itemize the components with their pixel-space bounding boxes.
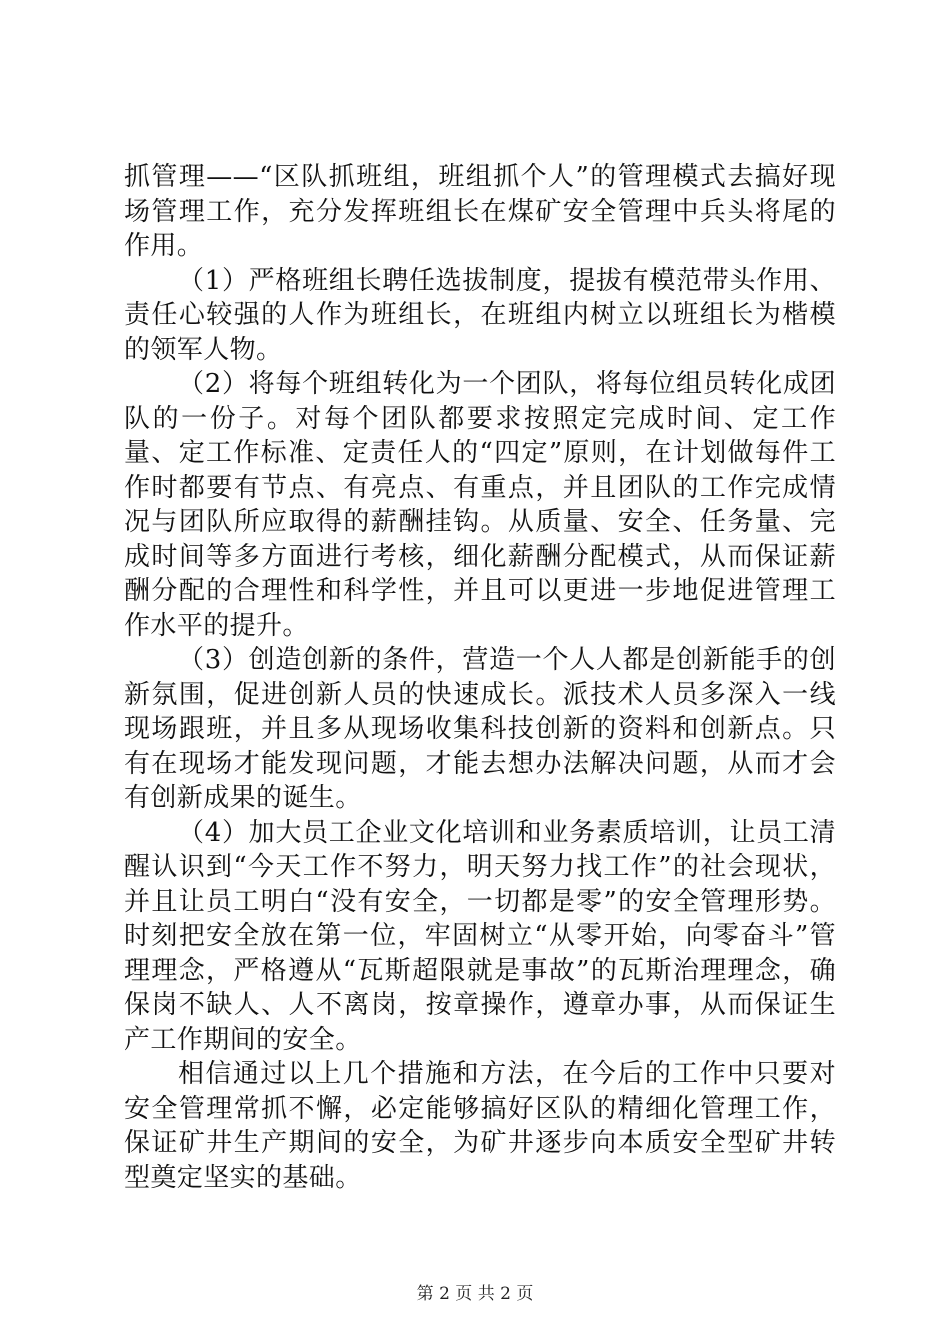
paragraph-conclusion: 相信通过以上几个措施和方法，在今后的工作中只要对安全管理常抓不懈，必定能够搞好区队的精细化管理工作，保证矿井生产期间的安全，为矿井逐步向本质安全型矿井转型奠定坚实的基础。: [124, 1059, 836, 1193]
document-body: [124, 160, 836, 1195]
page-number-footer: 第 2 页 共 2 页: [416, 1284, 534, 1304]
paragraph-item-4: （4）加大员工企业文化培训和业务素质培训，让员工清醒认识到“今天工作不努力，明天努力找工作”的社会现状，并且让员工明白“没有安全，一切都是零”的安全管理形势。时刻把安全放在第一位，牢固树立“从零开始，向零奋斗”管理理念，严格遵从“瓦斯超限就是事故”的瓦斯治理理念，确保岗不缺人、人不离岗，按章操作，遵章办事，从而保证生产工作期间的安全。: [124, 817, 836, 1055]
paragraph-item-3: （3）创造创新的条件，营造一个人人都是创新能手的创新氛围，促进创新人员的快速成长。派技术人员多深入一线现场跟班，并且多从现场收集科技创新的资料和创新点。只有在现场才能发现问题，才能去想办法解决问题，从而才会有创新成果的诞生。: [124, 645, 836, 813]
paragraph-item-2: （2）将每个班组转化为一个团队，将每位组员转化成团队的一份子。对每个团队都要求按照定完成时间、定工作量、定工作标准、定责任人的“四定”原则，在计划做每件工作时都要有节点、有亮点、有重点，并且团队的工作完成情况与团队所应取得的薪酬挂钩。从质量、安全、任务量、完成时间等多方面进行考核，细化薪酬分配模式，从而保证薪酬分配的合理性和科学性，并且可以更进一步地促进管理工作水平的提升。: [124, 369, 836, 641]
paragraph-item-1: （1）严格班组长聘任选拔制度，提拔有模范带头作用、责任心较强的人作为班组长，在班组内树立以班组长为楷模的领军人物。: [124, 265, 836, 365]
paragraph-continuation: 抓管理——“区队抓班组，班组抓个人”的管理模式去搞好现场管理工作，充分发挥班组长在煤矿安全管理中兵头将尾的作用。: [124, 162, 836, 261]
